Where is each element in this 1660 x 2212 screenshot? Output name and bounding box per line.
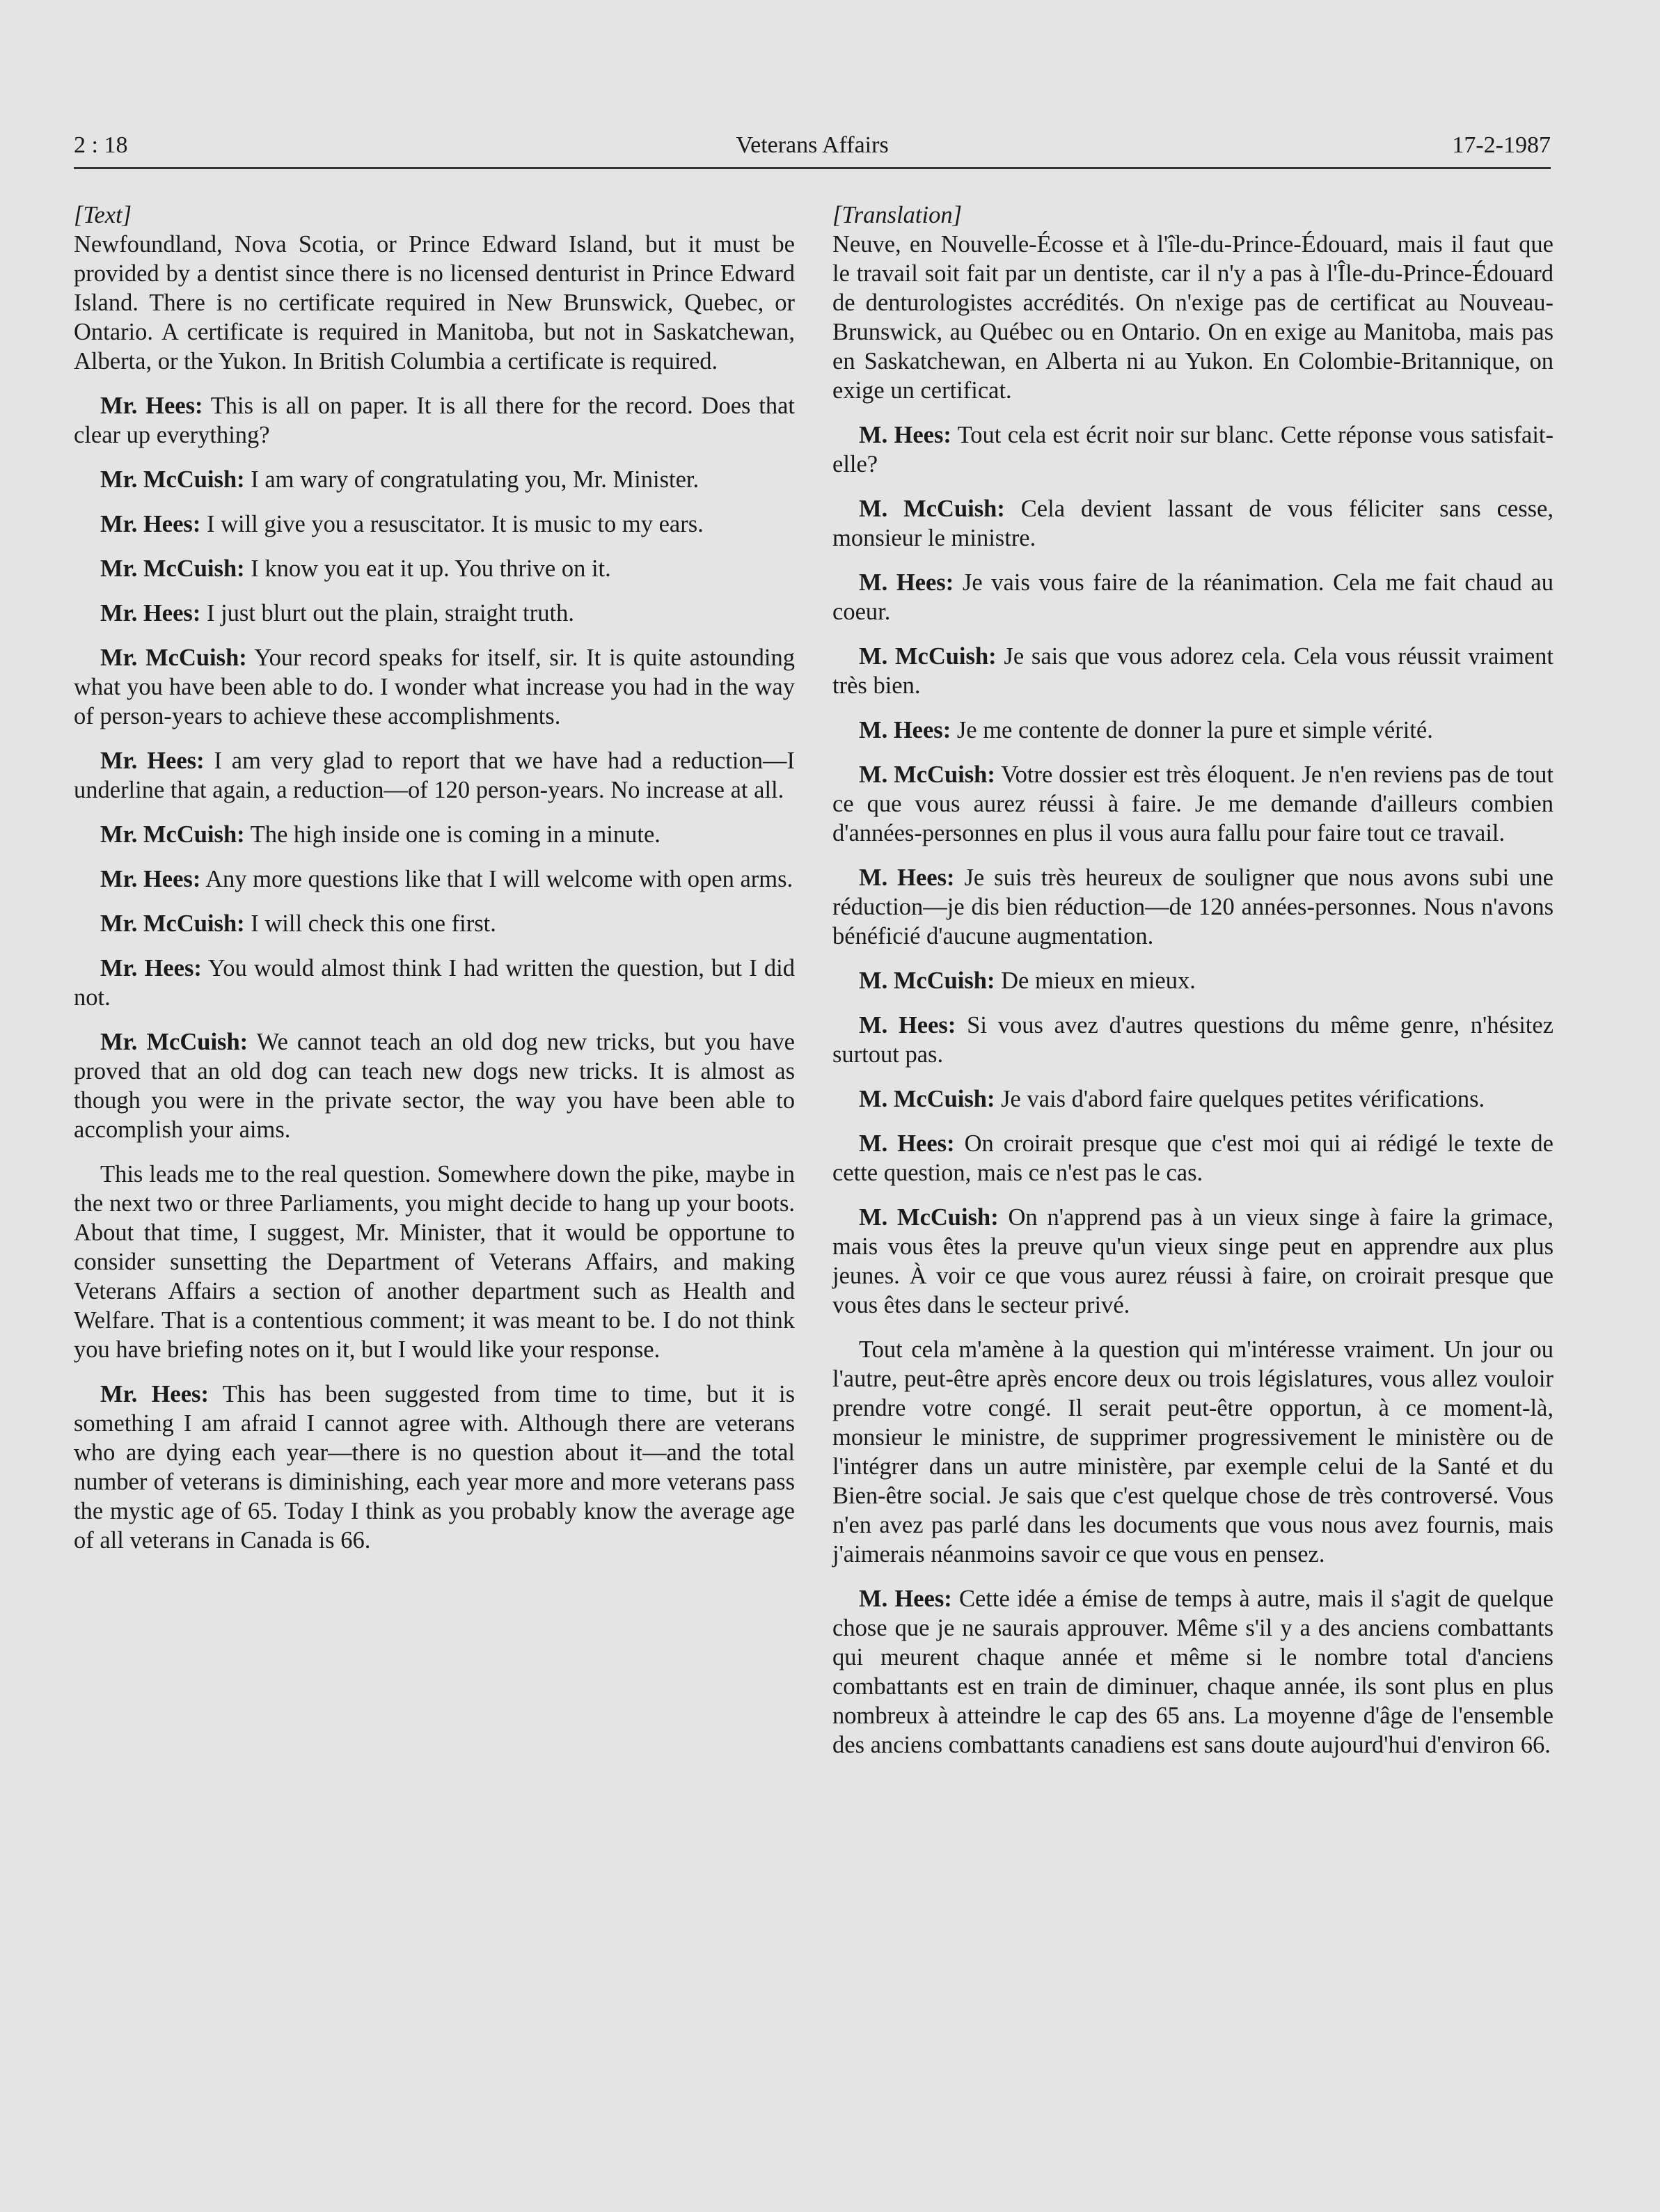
speech-text: Cela devient lassant de vous féliciter sans cesse, monsieur le ministre. [832,496,1554,551]
transcript-paragraph [74,1027,795,1144]
page-header [74,127,1551,169]
speaker-name: Mr. Hees: [100,1381,209,1407]
transcript-paragraph [832,716,1554,745]
speech-text: On n'apprend pas à un vieux singe à faire la grimace, mais vous êtes la preuve qu'un vieux singe peut en apprendre aux plus jeunes. À voir ce que vous aurez réussi à faire, on croirait presque que vous êtes dans le secteur privé. [832,1204,1554,1318]
speaker-name: M. McCuish: [859,643,997,670]
speaker-name: Mr. McCuish: [100,466,245,493]
speech-text: You would almost think I had written the question, but I did not. [74,955,795,1011]
transcript-paragraph [74,909,795,938]
speech-text: This is all on paper. It is all there for the record. Does that clear up everything? [74,393,795,448]
transcript-paragraph [74,954,795,1012]
french-paragraphs [832,420,1554,1760]
speaker-name: M. McCuish: [859,496,1005,522]
speech-text: We cannot teach an old dog new tricks, but you have proved that an old dog can teach new dogs new tricks. It is almost as though you were in the private sector, the way you have been able to accomplish your aims. [74,1029,795,1143]
speech-text: Votre dossier est très éloquent. Je n'en reviens pas de tout ce que vous aurez réussi à faire. Je me demande d'ailleurs combien d'années-personnes en plus il vous aura fallu pour faire tout ce travail. [832,761,1554,846]
transcript-paragraph [832,863,1554,951]
speaker-name: M. McCuish: [859,967,995,994]
speech-text: The high inside one is coming in a minute. [244,821,661,848]
transcript-paragraph [74,1160,795,1364]
transcript-paragraph [74,746,795,805]
speaker-name: Mr. Hees: [100,393,203,419]
speech-text: I am wary of congratulating you, Mr. Minister. [244,466,699,493]
speech-text: Je vais d'abord faire quelques petites vérifications. [995,1086,1485,1112]
transcript-paragraph [832,1203,1554,1320]
english-column [74,200,795,1570]
transcript-paragraph [74,599,795,628]
speaker-name: M. Hees: [859,422,951,448]
text-tag: [Text] [74,202,132,228]
transcript-paragraph [832,1011,1554,1069]
speech-text: Cette idée a émise de temps à autre, mais il s'agit de quelque chose que je ne saurais approuver. Même s'il y a des anciens combattants qui meurent chaque année et même si le nombre total d'anciens combattants est en train de diminuer, chaque année, ils sont plus en plus nombreux à atteindre le cap des 65 ans. La moyenne d'âge de l'ensemble des anciens combattants canadiens est sans doute aujourd'hui d'environ 66. [832,1586,1554,1758]
transcript-paragraph [74,1380,795,1555]
french-column [832,200,1554,1775]
transcript-paragraph [832,1584,1554,1760]
speaker-name: M. Hees: [859,1586,952,1612]
speaker-name: Mr. McCuish: [100,910,245,937]
speaker-name: M. McCuish: [859,1086,995,1112]
transcript-paragraph [74,465,795,494]
running-title: Veterans Affairs [736,132,889,158]
speaker-name: M. Hees: [859,1012,956,1038]
speaker-name: Mr. McCuish: [100,555,245,582]
speech-text: I just blurt out the plain, straight truth. [200,600,574,626]
speaker-name: Mr. McCuish: [100,645,247,671]
transcript-paragraph [832,1129,1554,1187]
speech-text: Your record speaks for itself, sir. It is quite astounding what you have been able to do. I wonder what increase you had in the way of person-years to achieve these accomplishments. [74,645,795,729]
speaker-name: Mr. Hees: [100,600,201,626]
speaker-name: Mr. McCuish: [100,821,245,848]
speech-text: Tout cela m'amène à la question qui m'intéresse vraiment. Un jour ou l'autre, peut-être après encore deux ou trois législatures, vous allez vouloir prendre votre congé. Il serait peut-être opportun, à ce moment-là, monsieur le ministre, de supprimer progressivement le ministère ou de l'intégrer dans un autre ministère, par exemple celui de la Santé et du Bien-être social. Je sais que c'est quelque chose de très controversé. Vous n'en avez pas parlé dans les documents que vous nous avez fournis, mais j'aimerais néanmoins savoir ce que vous en pensez. [832,1336,1554,1567]
speaker-name: M. McCuish: [859,761,995,788]
speech-text: Any more questions like that I will welcome with open arms. [200,866,793,892]
speech-text: This leads me to the real question. Somewhere down the pike, maybe in the next two or three Parliaments, you might decide to hang up your boots. About that time, I suggest, Mr. Minister, that it would be opportune to consider sunsetting the Department of Veterans Affairs, and making Veterans Affairs a section of another department such as Health and Welfare. That is a contentious comment; it was meant to be. I do not think you have briefing notes on it, but I would like your response. [74,1161,795,1363]
transcript-paragraph [832,494,1554,553]
transcript-paragraph [832,642,1554,700]
transcript-paragraph [74,864,795,894]
transcript-paragraph [74,643,795,731]
english-paragraphs [74,391,795,1555]
transcript-paragraph [832,420,1554,479]
transcript-paragraph [74,554,795,583]
speech-text: This has been suggested from time to time, but it is something I am afraid I cannot agree with. Although there are veterans who are dying each year—there is no question about it—and the total number of veterans is diminishing, each year more and more veterans pass the mystic age of 65. Today I think as you probably know the average age of all veterans in Canada is 66. [74,1381,795,1554]
speaker-name: Mr. Hees: [100,748,205,774]
transcript-paragraph [832,966,1554,995]
intro-paragraph: Newfoundland, Nova Scotia, or Prince Edward Island, but it must be provided by a dentist since there is no licensed denturist in Prince Edward Island. There is no certificate required in New Brunswick, Quebec, or Ontario. A certificate is required in Manitoba, but not in Saskatchewan, Alberta, or the Yukon. In British Columbia a certificate is required. [74,231,795,374]
transcript-paragraph [74,509,795,539]
speech-text: Je suis très heureux de souligner que nous avons subi une réduction—je dis bien réduction—de 120 années-personnes. Nous n'avons bénéficié d'aucune augmentation. [832,864,1554,949]
speaker-name: M. Hees: [859,1130,955,1157]
speech-text: I know you eat it up. You thrive on it. [244,555,611,582]
speech-text: I will give you a resuscitator. It is music to my ears. [200,511,704,537]
speech-text: I will check this one first. [244,910,496,937]
transcript-paragraph [832,760,1554,848]
speech-text: Tout cela est écrit noir sur blanc. Cette réponse vous satisfait-elle? [832,422,1554,477]
translation-tag: [Translation] [832,202,962,228]
transcript-paragraph [74,391,795,450]
transcript-paragraph [832,1335,1554,1569]
speaker-name: Mr. Hees: [100,866,201,892]
speech-text: I am very glad to report that we have had a reduction—I underline that again, a reduction—of 120 person-years. No increase at all. [74,748,795,803]
speaker-name: Mr. Hees: [100,511,201,537]
speech-text: Je sais que vous adorez cela. Cela vous réussit vraiment très bien. [832,643,1554,699]
transcript-paragraph [74,820,795,849]
header-date: 17-2-1987 [1452,132,1551,158]
transcript-paragraph [832,1084,1554,1114]
speaker-name: M. Hees: [859,569,954,596]
transcript-paragraph [832,568,1554,626]
speaker-name: M. McCuish: [859,1204,999,1231]
speaker-name: Mr. McCuish: [100,1029,248,1055]
speaker-name: M. Hees: [859,864,955,891]
speech-text: De mieux en mieux. [995,967,1196,994]
speaker-name: Mr. Hees: [100,955,202,981]
speech-text: On croirait presque que c'est moi qui ai rédigé le texte de cette question, mais ce n'est pas le cas. [832,1130,1554,1186]
speaker-name: M. Hees: [859,717,951,743]
speech-text: Je vais vous faire de la réanimation. Cela me fait chaud au coeur. [832,569,1554,625]
speech-text: Je me contente de donner la pure et simple vérité. [951,717,1433,743]
intro-paragraph: Neuve, en Nouvelle-Écosse et à l'île-du-Prince-Édouard, mais il faut que le travail soit fait par un dentiste, car il n'y a pas à l'Île-du-Prince-Édouard de denturologistes accrédités. On n'exige pas de certificat au Nouveau-Brunswick, au Québec ou en Ontario. On en exige au Manitoba, mais pas en Saskatchewan, en Alberta ni au Yukon. En Colombie-Britannique, on exige un certificat. [832,231,1554,404]
page-number: 2 : 18 [74,132,128,158]
speech-text: Si vous avez d'autres questions du même genre, n'hésitez surtout pas. [832,1012,1554,1068]
